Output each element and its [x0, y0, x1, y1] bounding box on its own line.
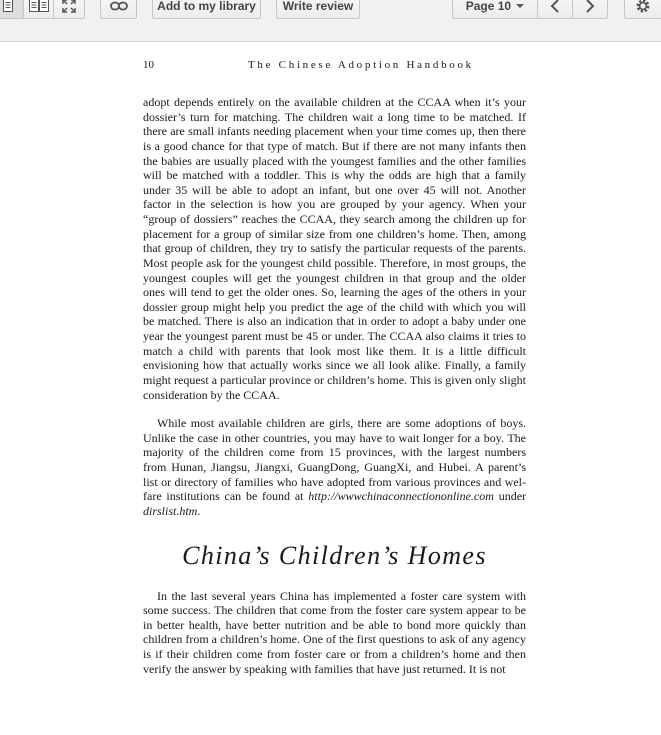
- fullscreen-button[interactable]: [54, 0, 84, 18]
- single-page-view-button[interactable]: [0, 0, 24, 18]
- running-header: [143, 59, 526, 81]
- view-mode-group: [0, 0, 85, 19]
- page-navigation-group: [452, 0, 608, 19]
- directory-file-name: dirslist.htm: [143, 503, 198, 518]
- add-to-library-button[interactable]: Add to my library: [152, 0, 261, 19]
- page-select-label: Page 10: [465, 0, 512, 13]
- chevron-right-icon: [585, 0, 595, 13]
- fullscreen-icon: [62, 0, 76, 13]
- paragraph-2-end: .: [197, 503, 201, 518]
- paragraph-2-text: While most available children are girls, there are some adoptions of boys. Unlike the case in other countries, you may have to wait longer for a boy. The majority of the children come from 15 provinces, with the largest numbers from Hunan, Jiangsu, Jiangxi, GuangDong, GuangXi, and Hubei. A parent’s list or directory of families who have adopted from various provinces and welfare institutions can be found at: [143, 416, 526, 504]
- book-page: [143, 41, 526, 676]
- single-page-view-icon: [2, 0, 14, 13]
- settings-button[interactable]: [624, 0, 661, 19]
- body-paragraph-3: In the last several years China has implemented a foster care system with some success. The children that come from the foster care system appear to be in better health, have better nutrition and be able to bond more quickly than children from a children’s home. One of the first questions to ask of any agency is if their children come from foster care or from a children’s home and then verify the answer by speaking with families that have just returned. It is not: [143, 588, 526, 676]
- gear-icon: [635, 0, 651, 14]
- running-title: The Chinese Adoption Handbook: [248, 59, 474, 71]
- dropdown-caret-icon: [516, 4, 524, 8]
- page-select-dropdown[interactable]: [453, 0, 538, 18]
- link-icon: [110, 1, 128, 11]
- previous-page-button[interactable]: [538, 0, 573, 18]
- body-paragraph-1: adopt depends entirely on the available children at the CCAA when it’s your dossier’s turn for matching. The children wait a long time to be matched. If there are small infants needing placement when your time comes up, then there is a good chance for that type of match. But if there are not many infants then the babies are usually placed with the youngest families and the other families will be matched with a toddler. This is why the odds are high that a family under 35 will be able to adopt an infant, but one over 45 will not. Another factor in the selection is how you are grouped by your agency. When your “group of dossiers” reaches the CCAA, they search among the children up for placement for a group of similar size from one children’s home. Then, among that group of children, they try to satisfy the particular requests of the parents. Most people ask for the youngest child possible. Therefore, in most groups, the youngest couples will get the youngest children in that group and the older ones will tend to get the older ones. So, learning the ages of the others in your dossier group might help you predict the age of the child with which you will be matched. There is also an indication that in order to adopt a baby under one year the youngest parent must be 45 or under. The CCAA also claims it tries to match a child with parents that look most like them. It is a little difficult envisioning how that actually works since we all look alike. Finally, a family might request a particular province or children’s home. This is given only slight consideration by the CCAA.: [143, 95, 526, 402]
- body-paragraph-2: [143, 416, 526, 518]
- chevron-left-icon: [550, 0, 560, 13]
- paragraph-2-under: under: [498, 489, 527, 504]
- two-page-view-button[interactable]: [24, 0, 55, 18]
- page-number: 10: [143, 59, 154, 71]
- two-page-view-icon: [29, 0, 49, 13]
- directory-url-link[interactable]: http://wwwchinaconnectiononline.com: [308, 489, 494, 504]
- link-button[interactable]: [100, 0, 137, 19]
- next-page-button[interactable]: [573, 0, 607, 18]
- viewer-toolbar: [0, 0, 661, 42]
- write-review-button[interactable]: Write review: [276, 0, 360, 19]
- section-heading: China’s Children’s Homes: [182, 540, 487, 570]
